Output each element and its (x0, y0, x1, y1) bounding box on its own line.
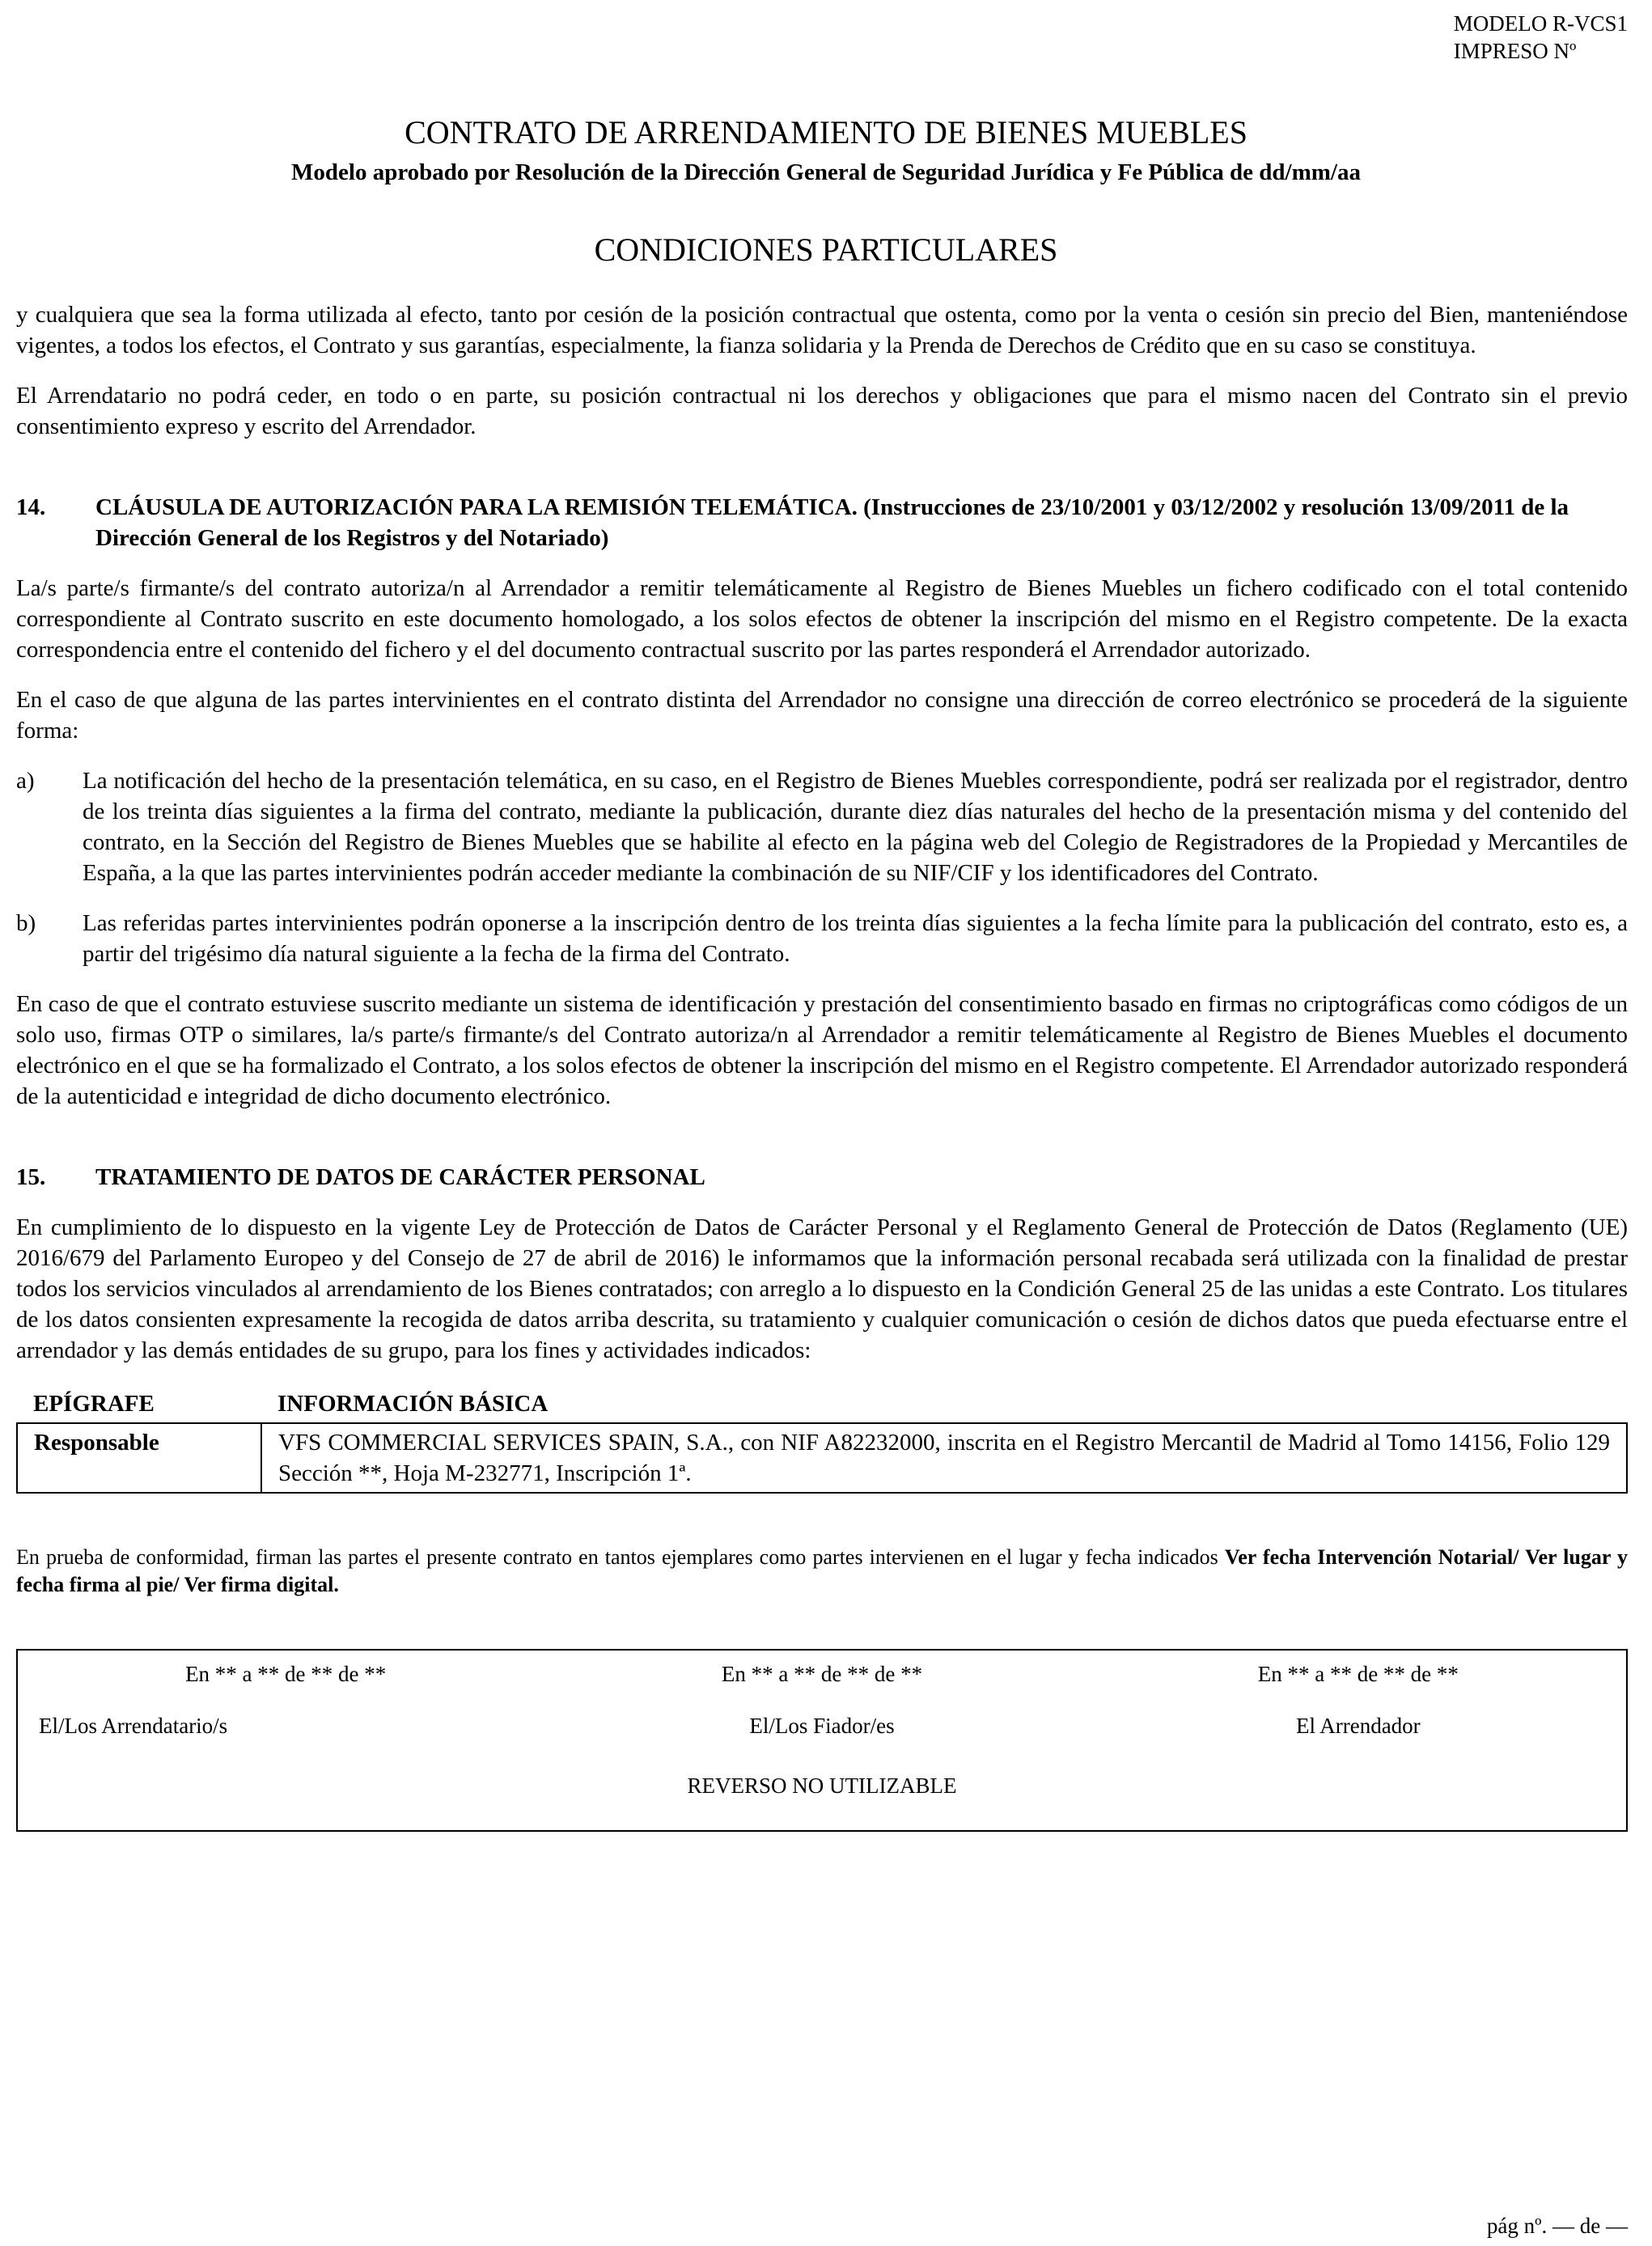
signature-role: El/Los Fiador/es (749, 1714, 895, 1738)
list-item (16, 908, 1628, 969)
signature-row (17, 1650, 1627, 1831)
table-header-row (17, 1385, 1627, 1423)
paragraph: En cumplimiento de lo dispuesto en la vigente Ley de Protección de Datos de Carácter Personal y el Reglamento General de Protección de Datos (Reglamento (UE) 2016/679 del Parlamento Europeo y del Consejo de 27 de abril de 2016) le informamos que la información personal recabada será utilizada con la finalidad de prestar todos los servicios vinculados al arrendamiento de los Bienes contratados; con arreglo a lo dispuesto en la Condición General 25 de las unidas a este Contrato. Los titulares de los datos consienten expresamente la recogida de datos arriba descrita, su tratamiento y cualquier comunicación o cesión de dichos datos que pueda efectuarse entre el arrendador y las demás entidades de su grupo, para los fines y actividades indicados: (16, 1214, 1628, 1363)
signature-cell-fiador (553, 1650, 1090, 1831)
model-header (1454, 10, 1628, 65)
table-cell-value: VFS COMMERCIAL SERVICES SPAIN, S.A., con NIF A82232000, inscrita en el Registro Mercantil de Madrid al Tomo 14156, Folio 129 Sección **, Hoja M-232771, Inscripción 1ª. (261, 1423, 1627, 1493)
list-marker: a) (16, 768, 35, 794)
clause-number: 15. (16, 1164, 46, 1190)
document-body (16, 299, 1628, 1832)
paragraph: En el caso de que alguna de las partes intervinientes en el contrato distinta del Arrendador no consigne una dirección de correo electrónico se procederá de la siguiente forma: (16, 687, 1628, 744)
paragraph: La/s parte/s firmante/s del contrato autoriza/n al Arrendador a remitir telemáticamente al Registro de Bienes Muebles un fichero codificado con el total contenido correspondiente al Contrato suscrito en este documento homologado, a los solos efectos de obtener la inscripción del mismo en el Registro competente. De la exacta correspondencia entre el contenido del fichero y el del documento contractual suscrito por las partes responderá el Arrendador autorizado. (16, 575, 1628, 663)
document-title: CONTRATO DE ARRENDAMIENTO DE BIENES MUEBLES (405, 114, 1247, 150)
clause-title: CLÁUSULA DE AUTORIZACIÓN PARA LA REMISIÓN TELEMÁTICA. (Instrucciones de 23/10/2001 y 03/12/2002 y resolución 13/09/2011 de la Dirección General de los Registros y del Notariado) (95, 494, 1569, 551)
signature-cell-arrendador (1091, 1650, 1627, 1831)
paragraph: El Arrendatario no podrá ceder, en todo o en parte, su posición contractual ni los derechos y obligaciones que para el mismo nacen del Contrato sin el previo consentimiento expreso y escrito del Arrendador. (16, 383, 1628, 439)
conformity-paragraph (16, 1544, 1628, 1599)
paragraph: En caso de que el contrato estuviese suscrito mediante un sistema de identificación y prestación del consentimiento basado en firmas no criptográficas como códigos de un solo uso, firmas OTP o similares, la/s parte/s firmante/s del Contrato autoriza/n al Arrendador a remitir telemáticamente al Registro de Bienes Muebles el documento electrónico en el que se ha formalizado el Contrato, a los solos efectos de obtener la inscripción del mismo en el Registro competente. El Arrendador autorizado responderá de la autenticidad e integridad de dicho documento electrónico. (16, 991, 1628, 1109)
signature-cell-arrendatario (17, 1650, 553, 1831)
section-title: CONDICIONES PARTICULARES (594, 231, 1058, 268)
impreso-number: IMPRESO Nº (1453, 39, 1577, 63)
document-subtitle: Modelo aprobado por Resolución de la Dirección General de Seguridad Jurídica y Fe Pública de dd/mm/aa (291, 159, 1361, 185)
data-protection-table (16, 1385, 1628, 1494)
signature-place: En ** a ** de ** de ** (1257, 1662, 1459, 1686)
list-item (16, 765, 1628, 888)
list-text: La notificación del hecho de la presentación telemática, en su caso, en el Registro de Bienes Muebles correspondiente, podrá ser realizada por el registrador, dentro de los treinta días siguientes a la firma del contrato, mediante la publicación, durante diez días naturales del hecho de la presentación misma y del contenido del contrato, en la Sección del Registro de Bienes Muebles que se habilite al efecto en la página web del Colegio de Registradores de la Propiedad y Mercantiles de España, a la que las partes intervinientes podrán acceder mediante la combinación de su NIF/CIF y los identificadores del Contrato. (83, 768, 1628, 886)
table-header-cell: INFORMACIÓN BÁSICA (277, 1391, 549, 1417)
conformity-text: En prueba de conformidad, firman las partes el presente contrato en tantos ejemplares como partes intervienen en el lugar y fecha indicados (16, 1545, 1225, 1569)
signature-place: En ** a ** de ** de ** (185, 1662, 387, 1686)
table-cell-label: Responsable (17, 1423, 261, 1493)
paragraph: y cualquiera que sea la forma utilizada al efecto, tanto por cesión de la posición contractual que ostenta, como por la venta o cesión sin precio del Bien, manteniéndose vigentes, a todos los efectos, el Contrato y sus garantías, especialmente, la fianza solidaria y la Prenda de Derechos de Crédito que en su caso se constituya. (16, 302, 1628, 358)
page-number: pág nº. — de — (1486, 2214, 1628, 2238)
signature-role: El/Los Arrendatario/s (39, 1714, 228, 1738)
conformity-bold: Ver fecha Intervención Notarial/ Ver lugar y fecha firma al pie/ Ver firma digital. (16, 1545, 1628, 1596)
signature-block (16, 1649, 1628, 1832)
model-code: MODELO R-VCS1 (1453, 11, 1628, 36)
table-header-cell: EPÍGRAFE (33, 1391, 155, 1417)
clause-14-heading (16, 492, 1628, 553)
clause-title: TRATAMIENTO DE DATOS DE CARÁCTER PERSONAL (95, 1164, 705, 1190)
list-marker: b) (16, 910, 36, 936)
signature-role: El Arrendador (1295, 1714, 1421, 1738)
clause-15-heading (16, 1162, 1628, 1193)
table-row (17, 1423, 1627, 1493)
reverso-note: REVERSO NO UTILIZABLE (687, 1773, 957, 1798)
clause-number: 14. (16, 494, 46, 520)
signature-table (16, 1649, 1628, 1832)
signature-place: En ** a ** de ** de ** (721, 1662, 923, 1686)
list-text: Las referidas partes intervinientes podrán oponerse a la inscripción dentro de los treinta días siguientes a la fecha límite para la publicación del contrato, esto es, a partir del trigésimo día natural siguiente a la fecha de la firma del Contrato. (83, 910, 1628, 967)
